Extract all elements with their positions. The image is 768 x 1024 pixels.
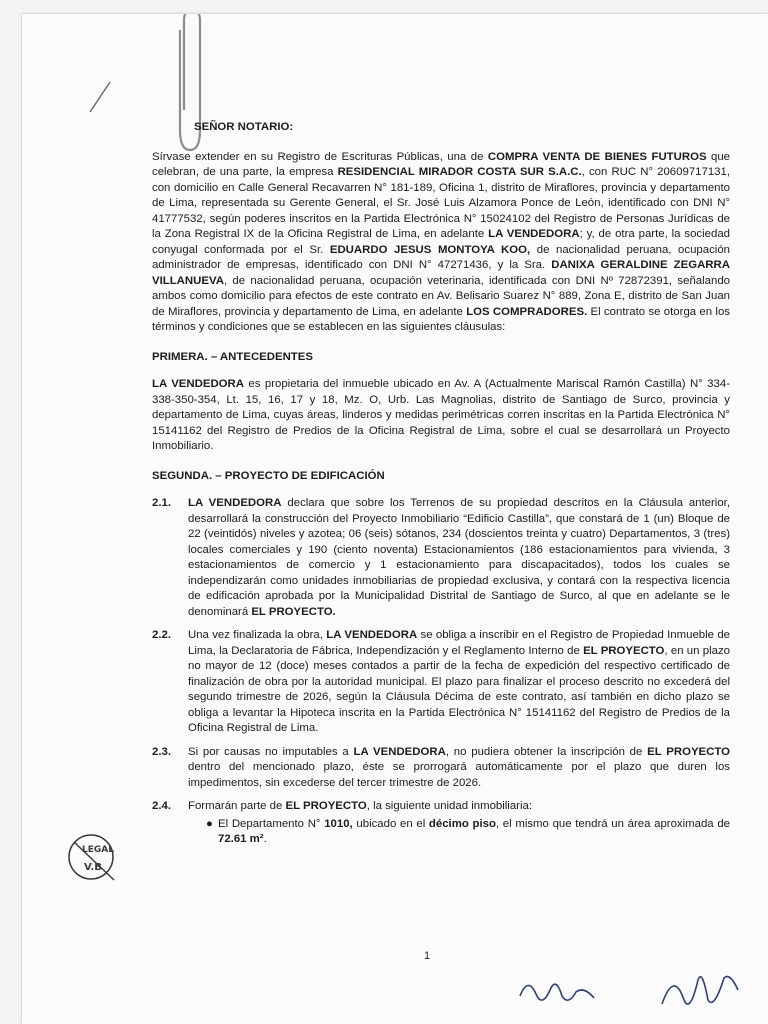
bullet-dot-icon: ● [206,817,213,830]
unit-bullet-item [206,817,730,848]
salutation: SEÑOR NOTARIO: [194,121,294,133]
document-body [152,120,730,848]
clause-text: LA VENDEDORA declara que sobre los Terrenos de su propiedad descritos en la Cláusula anterior, desarrollará la construcción del Proyecto Inmobiliario “Edificio Castilla”, que constará de 1 (un) Bloque de 22 (veintidós) niveles y azotea; 06 (seis) sótanos, 234 (doscientos treinta y cuatro) Departamentos, 3 (tres) locales comerciales y 190 (ciento noventa) Estacionamientos (186 estacionamientos para vivienda, 3 estacionamientos de comercio y 1 estacionamiento para discapacitados), todos los cuales se independizarán como unidades inmobiliarias de propiedad exclusiva, y contará con la respectiva licencia de edificación aprobada por la Municipalidad Distrital de Santiago de Surco, al que en adelante se le denominará EL PROYECTO. [188,497,730,618]
bullet-text: El Departamento N° 1010, ubicado en el décimo piso, el mismo que tendrá un área aproximada de 72.61 m². [218,817,730,845]
svg-text:V.B: V.B [84,862,102,873]
signature-2 [654,960,744,1020]
primera-paragraph: LA VENDEDORA es propietaria del inmueble ubicado en Av. A (Actualmente Mariscal Ramón Castilla) N° 334-338-350-354, Lt. 15, 16, 17 y 18, Mz. O, Urb. Las Magnolias, distrito de Santiago de Surco, provincia y departamento de Lima, cuyas áreas, linderos y medidas perimétricas corren inscritas en la Partida Electrónica N° 15141162 del Registro de Predios de la Oficina Registral de Lima, sobre el cual se desarrollará un Proyecto Inmobiliario. [152,378,730,452]
clause-2-1 [152,496,730,620]
clause-number: 2.1. [152,497,171,509]
clause-2-2 [152,628,730,737]
pencil-mark [86,78,116,118]
clause-text: Formarán parte de EL PROYECTO, la siguiente unidad inmobiliaria: [188,800,532,812]
clause-text: Si por causas no imputables a LA VENDEDORA, no pudiera obtener la inscripción de EL PROYECTO dentro del mencionado plazo, éste se prorrogará automáticamente por el plazo que duren los impedimentos, sin excederse del tercer trimestre de 2026. [188,745,730,789]
clause-heading-primera: PRIMERA. – ANTECEDENTES [152,350,313,363]
intro-paragraph: Sírvase extender en su Registro de Escrituras Públicas, una de COMPRA VENTA DE BIENES FUTUROS que celebran, de una parte, la empresa RESIDENCIAL MIRADOR COSTA SUR S.A.C., con RUC N° 20609717131, con domicilio en Calle General Recavarren N° 181-189, Oficina 1, distrito de Miraflores, provincia y departamento de Lima, representada su Gerente General, el Sr. José Luis Alzamora Ponce de León, identificado con DNI N° 41777532, según poderes inscritos en la Partida Electrónica N° 15024102 del Registro de Personas Jurídicas de la Zona Registral IX de la Oficina Registral de Lima, en adelante LA VENDEDORA; y, de otra parte, la sociedad conyugal conformada por el Sr. EDUARDO JESUS MONTOYA KOO, de nacionalidad peruana, ocupación administrador de empresas, identificado con DNI N° 47271436, y la Sra. DANIXA GERALDINE ZEGARRA VILLANUEVA, de nacionalidad peruana, ocupación veterinaria, identificada con DNI Nº 72872391, señalando ambos como domicilio para efectos de este contrato en Av. Belisario Suarez N° 889, Zona E, distrito de San Juan de Miraflores, provincia y departamento de Lima, en adelante LOS COMPRADORES. El contrato se otorga en los términos y condiciones que se establecen en las siguientes cláusulas: [152,150,731,333]
clause-number: 2.4. [152,800,171,812]
clause-2-4 [152,799,730,815]
legal-stamp [56,822,126,892]
clause-2-3 [152,745,730,792]
signature-1 [514,966,604,1016]
clause-number: 2.3. [152,745,171,758]
page-number: 1 [424,950,431,962]
clause-text: Una vez finalizada la obra, LA VENDEDORA se obliga a inscribir en el Registro de Propiedad Inmueble de Lima, la Declaratoria de Fábrica, Independización y el Reglamento Interno de EL PROYECTO, en un plazo no mayor de 12 (doce) meses contados a partir de la fecha de expedición del respectivo certificado de finalización de obra por la autoridad municipal. El plazo para finalizar el proceso descrito no excederá del segundo trimestre de 2026, según la Cláusula Décima de este contrato, así también en dicho plazo se obliga a levantar la Hipoteca inscrita en la Partida Electrónica N° 15141162 del Registro de Predios de la Oficina Registral de Lima. [188,629,730,734]
svg-text:LEGAL: LEGAL [82,845,114,855]
clause-heading-segunda: SEGUNDA. – PROYECTO DE EDIFICACIÓN [152,469,385,482]
clause-number: 2.2. [152,629,171,641]
document-page [22,14,768,1024]
